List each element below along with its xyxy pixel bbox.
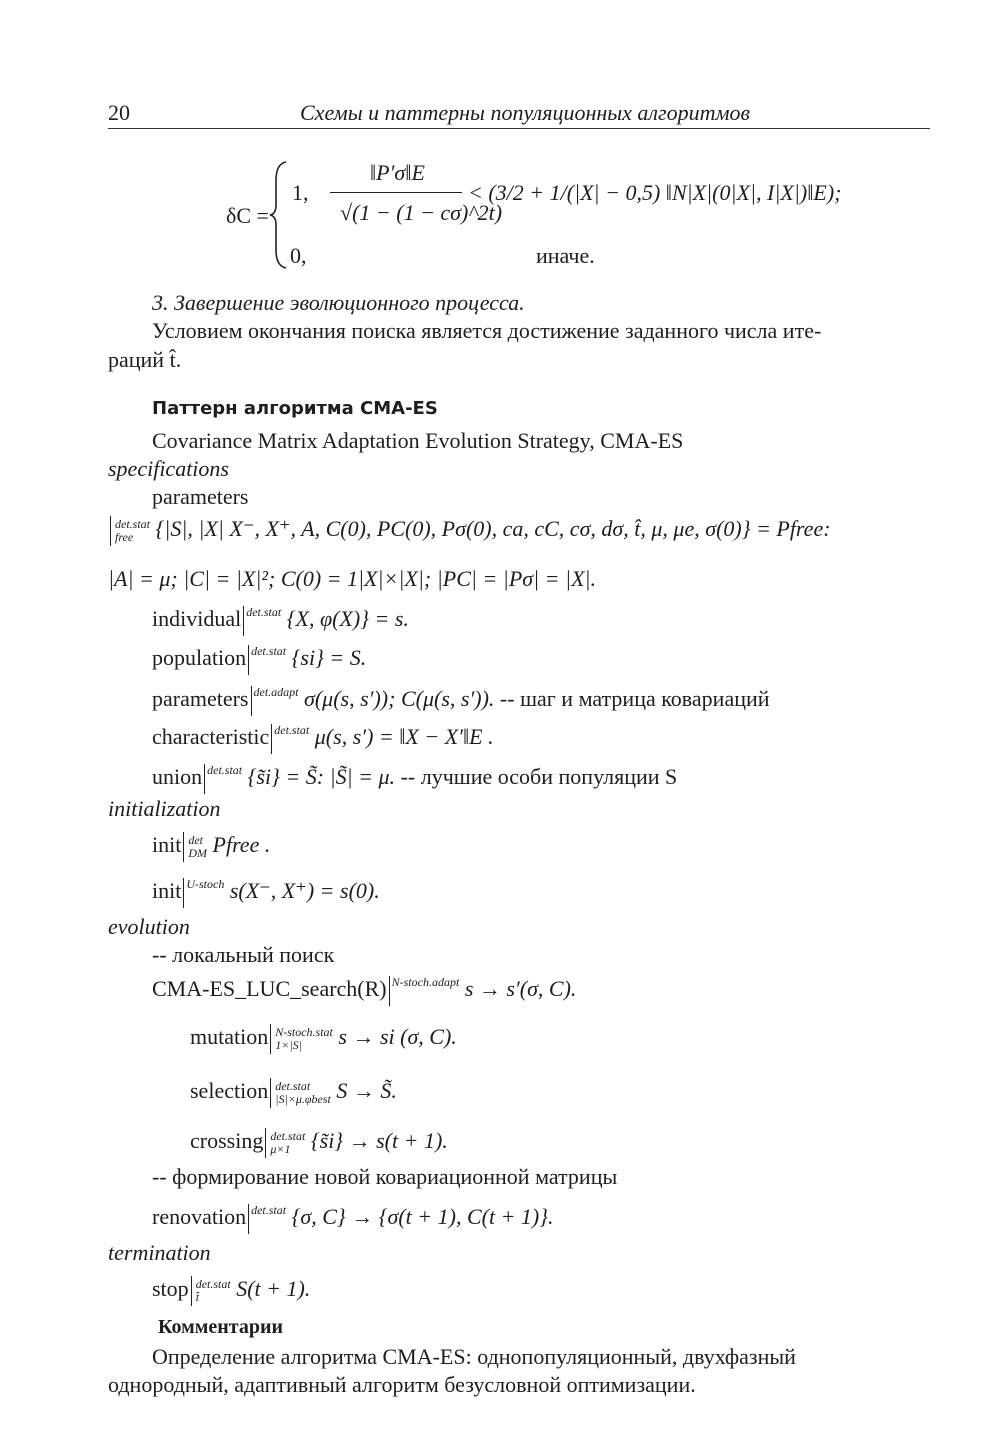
init1-sup: det — [188, 833, 204, 847]
renovation-label: renovation — [152, 1204, 247, 1230]
parameters-adapt-line — [152, 686, 770, 716]
case2-value: 0, — [290, 243, 307, 268]
search-expr: s → s′(σ, C). — [464, 976, 577, 1002]
pattern-full-name: Covariance Matrix Adaptation Evolution Strategy, CMA-ES — [152, 428, 684, 453]
comments-heading: Комментарии — [158, 1316, 284, 1338]
case1-value: 1, — [292, 180, 309, 205]
population-label: population — [152, 645, 247, 671]
free-params-sup: det.stat — [115, 517, 150, 531]
individual-expr: {X, φ(X)} = s. — [286, 606, 409, 632]
union-sup: det.stat — [207, 763, 243, 778]
case1-denominator: √(1 − (1 − cσ)^2t) — [340, 200, 503, 225]
stop-line — [152, 1276, 310, 1306]
parameters-adapt-label: parameters — [152, 686, 249, 712]
selection-sup: det.stat — [275, 1079, 311, 1093]
new-cov-comment: -- формирование новой ковариационной матрицы — [152, 1164, 618, 1189]
case2-condition: иначе. — [536, 243, 595, 268]
renovation-sup: det.stat — [251, 1203, 287, 1218]
init2-expr: s(X⁻, X⁺) = s(0). — [229, 878, 380, 904]
free-params-line — [108, 516, 831, 546]
header-rule — [108, 128, 930, 129]
specifications-label: specifications — [108, 456, 229, 481]
pattern-title: Паттерн алгоритма CMA-ES — [152, 398, 438, 419]
union-expr: {s̃i} = S̃: |S̃| = μ. — [247, 764, 396, 790]
characteristic-sup: det.stat — [274, 723, 310, 738]
init1-line — [152, 832, 270, 862]
case1-numerator: ‖P′σ‖E — [370, 160, 425, 185]
characteristic-expr: μ(s, s′) = ‖X − X′‖E . — [314, 724, 494, 750]
section3-heading: 3. Завершение эволюционного процесса. — [152, 290, 525, 315]
crossing-line — [190, 1128, 448, 1158]
init2-sup: U-stoch — [186, 877, 225, 892]
union-comment: -- лучшие особи популяции S — [400, 764, 678, 790]
crossing-sub: μ×1 — [270, 1142, 291, 1156]
search-label: CMA-ES_LUC_search(R) — [152, 976, 387, 1002]
crossing-expr: {s̃i} → s(t + 1). — [310, 1128, 448, 1154]
section3-text-line2: раций t̂. — [108, 347, 182, 372]
left-brace-icon — [268, 160, 290, 270]
initialization-label: initialization — [108, 796, 221, 821]
mutation-sub: 1×|S| — [275, 1038, 302, 1052]
selection-sub: |S|×μ.φbest — [275, 1092, 331, 1106]
init2-line — [152, 878, 380, 908]
termination-label: termination — [108, 1240, 211, 1265]
section3-text-line1: Условием окончания поиска является достижение заданного числа ите- — [152, 318, 822, 343]
union-label: union — [152, 764, 203, 790]
init2-label: init — [152, 878, 182, 904]
case1-condition: < (3/2 + 1/(|X| − 0,5) ‖N|X|(0|X|, I|X|)‖E); — [468, 180, 842, 205]
selection-expr: S → S̃. — [336, 1078, 397, 1104]
parameters-label: parameters — [152, 484, 249, 509]
parameters-adapt-sup: det.adapt — [253, 685, 299, 700]
crossing-label: crossing — [190, 1128, 264, 1154]
parameters-adapt-expr: σ(μ(s, s′)); C(μ(s, s′)). — [304, 686, 495, 712]
search-line — [152, 976, 576, 1006]
init1-sub: DM — [188, 846, 208, 860]
comments-line2: однородный, адаптивный алгоритм безусловной оптимизации. — [108, 1372, 696, 1397]
selection-line — [190, 1078, 397, 1108]
stop-expr: S(t + 1). — [236, 1276, 311, 1302]
individual-sup: det.stat — [246, 605, 282, 620]
fraction-bar — [330, 192, 462, 193]
selection-label: selection — [190, 1078, 269, 1104]
search-sup: N-stoch.adapt — [391, 975, 460, 990]
individual-label: individual — [152, 606, 242, 632]
mutation-label: mutation — [190, 1024, 269, 1050]
formula-lhs: δC = — [226, 203, 269, 228]
population-sup: det.stat — [251, 644, 287, 659]
individual-line — [152, 606, 409, 636]
stop-label: stop — [152, 1276, 189, 1302]
running-title: Схемы и паттерны популяционных алгоритмов — [300, 100, 751, 125]
init1-label: init — [152, 832, 182, 858]
population-expr: {si} = S. — [291, 645, 367, 671]
local-search-comment: -- локальный поиск — [152, 942, 335, 967]
renovation-expr: {σ, C} → {σ(t + 1), C(t + 1)}. — [291, 1204, 554, 1230]
mutation-line — [190, 1024, 457, 1054]
free-params-set: {|S|, |X| X⁻, X⁺, A, C(0), PC(0), Pσ(0), ca, cC, cσ, dσ, t̂, μ, μe, σ(0)} = Pfree: — [155, 516, 831, 542]
characteristic-label: characteristic — [152, 724, 270, 750]
crossing-sup: det.stat — [270, 1129, 306, 1143]
population-line — [152, 645, 366, 675]
renovation-line — [152, 1204, 554, 1234]
stop-sup: det.stat — [195, 1277, 231, 1291]
characteristic-line — [152, 724, 494, 754]
evolution-label: evolution — [108, 914, 190, 939]
mutation-expr: s → si (σ, C). — [338, 1024, 457, 1050]
union-line — [152, 764, 677, 794]
mutation-sup: N-stoch.stat — [275, 1025, 333, 1039]
stop-sub: t̂ — [195, 1290, 200, 1304]
comments-line1: Определение алгоритма CMA-ES: однопопуляционный, двухфазный — [152, 1344, 796, 1369]
page-number: 20 — [108, 100, 130, 125]
init1-expr: Pfree . — [212, 832, 271, 858]
free-params-sub: free — [115, 530, 134, 544]
parameters-adapt-comment: -- шаг и матрица ковариаций — [499, 686, 770, 712]
constraints-line: |A| = μ; |C| = |X|²; C(0) = 1|X|×|X|; |PC| = |Pσ| = |X|. — [108, 566, 597, 591]
